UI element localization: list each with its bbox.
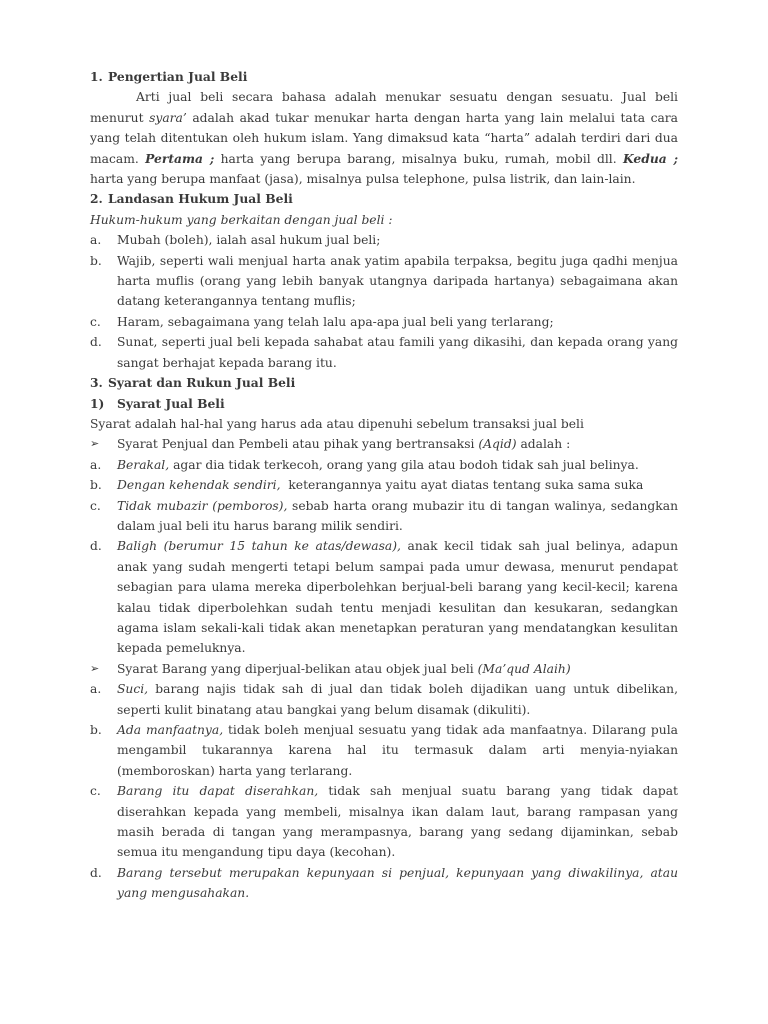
list-text: sebab harta orang mubazir itu di tangan walinya, sedangkan dalam jual beli itu harus barang milik sendiri. [117,498,678,533]
list-text: Mubah (boleh), ialah asal hukum jual beli; [117,233,381,248]
heading-title: Landasan Hukum Jual Beli [108,191,293,207]
heading-number: 2. [90,191,103,207]
heading-landasan [90,189,678,209]
list-text: Wajib, seperti wali menjual harta anak yatim apabila terpaksa, begitu juga qadhi menjua harta muflis (orang yang lebih banyak utangnya daripada hartanya) sebagaimana akan datang keterangannya tentang muflis; [117,253,678,309]
heading-title: Syarat dan Rukun Jual Beli [108,375,296,391]
term-italic: Berakal, [117,457,170,472]
term-italic: Dengan kehendak sendiri, [117,478,281,493]
list-marker: c. [90,784,101,799]
text-run-italic: syara’ [149,110,187,125]
term-italic: Barang itu dapat diserahkan, [117,784,319,799]
list-marker: b. [90,723,102,737]
list-marker: a. [90,233,102,248]
list-item [90,781,678,863]
list-text: tidak sah menjual suatu barang yang tidak dapat diserahkan kepada yang membeli, misalnya ikan dalam laut, barang rampasan yang masih berada di tangan yang merampasnya, barang yang sedang dijaminkan, sebab semua itu mengandung tipu daya (kecohan). [117,784,679,860]
list-marker: c. [90,314,101,329]
list-marker: d. [90,865,102,880]
subheading-syarat [90,394,678,414]
text-run-bold-italic: Pertama ; [145,150,215,166]
list-text: agar dia tidak terkecoh, orang yang gila atau bodoh tidak sah jual belinya. [169,457,639,472]
subheading-title: Syarat Jual Beli [117,395,225,411]
list-text: barang najis tidak sah di jual dan tidak boleh dijadikan uang untuk dibelikan, seperti kulit binatang atau bangkai yang belum disamak (dikuliti). [117,682,678,717]
heading-syarat-rukun [90,373,678,393]
list-item [90,230,678,250]
list-marker: a. [90,682,102,697]
list-item [90,332,678,373]
list-text: keterangannya yaitu ayat diatas tentang suka sama suka [280,478,644,493]
text-run: adalah akad tukar menukar harta dengan harta yang lain melalui tata cara yang telah ditentukan oleh hukum islam. Yang dimaksud kata “harta” adalah terdiri dari dua macam. [90,110,678,166]
text-run: harta yang berupa barang, misalnya buku, rumah, mobil dll. [214,151,623,166]
list-item [90,496,678,537]
arrow-bullet-icon: ➢ [90,437,100,451]
list-marker: a. [90,457,102,472]
list-item [90,863,678,904]
list-marker: c. [90,498,101,513]
text-run: Syarat Penjual dan Pembeli atau pihak yang bertransaksi [117,437,479,452]
arrow-bullet-item [90,434,678,454]
heading-number: 1. [90,69,103,84]
text-run-italic: (Aqid) [478,437,517,452]
list-item [90,455,678,475]
list-text: anak kecil tidak sah jual belinya, adapun anak yang sudah mengerti tetapi belum sampai pada umur dewasa, menurut pendapat sebagian para ulama mereka diperbolehkan berjual-beli barang yang kecil-kecil; karena kalau tidak diperbolehkan sudah tentu menjadi kesulitan dan kesukaran, sedangkan agama islam sekali-kali tidak akan menetapkan peraturan yang mendatangkan kesulitan kepada pemeluknya. [117,539,678,656]
list-marker: d. [90,539,102,554]
syarat-intro: Syarat adalah hal-hal yang harus ada atau dipenuhi sebelum transaksi jual beli [90,416,584,431]
text-run-italic: (Ma’qud Alaih) [477,661,571,676]
list-text: Sunat, seperti jual beli kepada sahabat atau famili yang dikasihi, dan kepada orang yang sangat berhajat kepada barang itu. [117,335,678,370]
list-item [90,720,678,781]
list-item [90,475,678,495]
list-item [90,312,678,332]
text-run: harta yang berupa manfaat (jasa), misalnya pulsa telephone, pulsa listrik, dan lain-lain. [90,172,636,187]
text-run: adalah : [516,437,571,452]
heading-title: Pengertian Jual Beli [108,69,248,84]
heading-pengertian [90,67,678,87]
term-italic: Ada manfaatnya, [117,723,224,737]
arrow-bullet-icon: ➢ [90,661,100,675]
list-marker: b. [90,253,102,268]
term-italic: Barang tersebut merupakan kepunyaan si penjual, kepunyaan yang diwakilinya, atau yang mengusahakan. [117,865,678,901]
paragraph-pengertian [90,87,678,189]
list-text: Haram, sebagaimana yang telah lalu apa-apa jual beli yang terlarang; [117,314,554,329]
arrow-bullet-item [90,659,678,679]
list-marker: d. [90,335,102,350]
text-run: Syarat Barang yang diperjual-belikan atau objek jual beli [117,661,478,676]
text-run-bold-italic: Kedua ; [622,150,678,166]
list-text: tidak boleh menjual sesuatu yang tidak ada manfaatnya. Dilarang pula mengambil tukarannya karena hal itu termasuk dalam arti menyia-nyiakan (memboroskan) harta yang terlarang. [117,723,678,778]
list-item [90,536,678,658]
heading-number: 3. [90,375,103,391]
list-item [90,679,678,720]
subheading-number: 1) [90,395,105,411]
list-marker: b. [90,478,102,493]
landasan-intro: Hukum-hukum yang berkaitan dengan jual beli : [90,212,393,227]
list-item [90,251,678,312]
term-italic: Tidak mubazir (pemboros), [117,498,288,513]
term-italic: Suci, [117,682,149,697]
text-run: Arti jual beli secara bahasa adalah menukar sesuatu dengan sesuatu. Jual beli menurut [90,90,678,125]
term-italic: Baligh (berumur 15 tahun ke atas/dewasa), [117,539,401,554]
